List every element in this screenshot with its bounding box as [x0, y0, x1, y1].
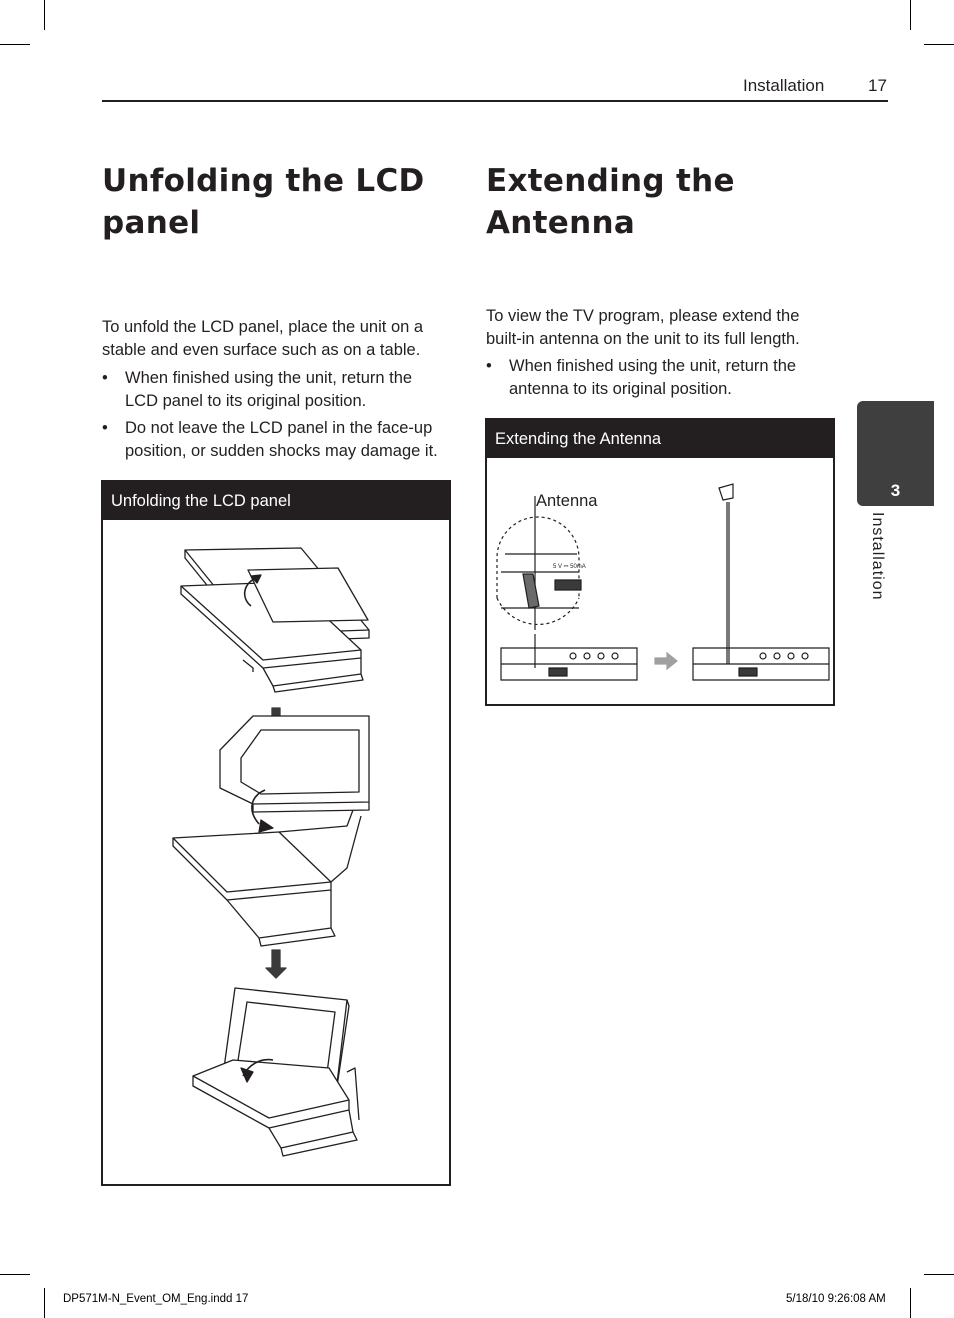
bullet-text: [125, 417, 438, 463]
bullet-dot: •: [102, 419, 108, 437]
bullet-item: [102, 417, 452, 463]
header-rule: [102, 100, 888, 102]
lcd-unfold-illustration: [103, 520, 449, 1184]
text-line: antenna to its original position.: [509, 380, 732, 398]
crop-mark: [0, 44, 30, 45]
chapter-tab-label: [862, 510, 892, 610]
text-line: Do not leave the LCD panel in the face-up: [125, 419, 433, 437]
bullet-item: [486, 355, 836, 401]
crop-mark: [924, 44, 954, 45]
chapter-tab: [857, 401, 934, 506]
section-title-antenna: [486, 160, 735, 244]
bullet-text: [509, 355, 796, 401]
intro-paragraph: [102, 316, 423, 362]
text-line: When finished using the unit, return the: [509, 357, 797, 375]
port-label: 5 V ⎓ 50mA: [553, 564, 586, 570]
antenna-callout-label: Antenna: [536, 492, 598, 510]
chapter-label-text: Installation: [869, 512, 886, 601]
crop-mark: [910, 1288, 911, 1318]
text-line: position, or sudden shocks may damage it.: [125, 442, 438, 460]
text-line: When finished using the unit, return the: [125, 369, 413, 387]
bullet-item: [102, 367, 452, 413]
text-line: stable and even surface such as on a table.: [102, 341, 421, 359]
crop-mark: [44, 1288, 45, 1318]
title-line: Extending the: [486, 163, 735, 199]
text-line: built-in antenna on the unit to its full length.: [486, 330, 800, 348]
figure-box-unfolding: [101, 480, 451, 1186]
title-line: Antenna: [486, 205, 636, 241]
figure-title: Unfolding the LCD panel: [103, 482, 449, 520]
text-line: To view the TV program, please extend the: [486, 307, 800, 325]
page-number: 17: [868, 76, 887, 95]
figure-box-antenna: [485, 418, 835, 706]
bullet-text: [125, 367, 412, 413]
text-line: To unfold the LCD panel, place the unit on a: [102, 318, 424, 336]
bullet-dot: •: [486, 357, 492, 375]
intro-paragraph: [486, 305, 800, 351]
bullet-dot: •: [102, 369, 108, 387]
crop-mark: [924, 1274, 954, 1275]
title-line: Unfolding the LCD: [102, 163, 425, 199]
title-line: panel: [102, 205, 201, 241]
crop-mark: [0, 1274, 30, 1275]
footer-file-slug: DP571M-N_Event_OM_Eng.indd 17: [63, 1293, 249, 1305]
figure-title: Extending the Antenna: [487, 420, 833, 458]
section-title-unfolding: [102, 160, 425, 244]
crop-mark: [910, 0, 911, 30]
text-line: LCD panel to its original position.: [125, 392, 367, 410]
running-header-section: Installation: [743, 76, 825, 95]
chapter-number: 3: [890, 481, 901, 500]
footer-timestamp: 5/18/10 9:26:08 AM: [786, 1293, 886, 1305]
crop-mark: [44, 0, 45, 30]
antenna-illustration: [487, 458, 833, 704]
